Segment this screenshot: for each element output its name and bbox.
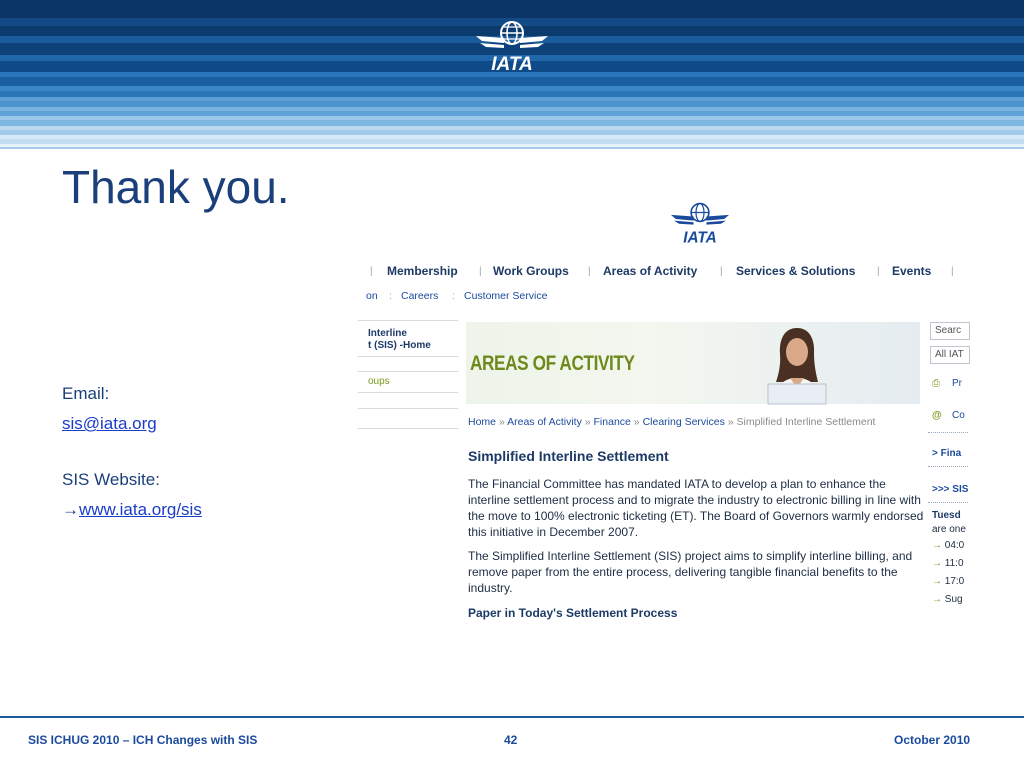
website-label: SIS Website: [62,470,160,489]
article-title: Simplified Interline Settlement [468,448,669,464]
news-time-4: → Sug [932,594,963,605]
subnav-item-careers[interactable]: Careers [401,290,439,302]
email-at-icon[interactable]: @ [932,410,942,421]
news-time-2: → 11:0 [932,558,964,569]
slide-title: Thank you. [62,161,290,213]
news-time-3: → 17:0 [932,576,965,587]
breadcrumb-clearing-services[interactable]: Clearing Services [642,416,725,428]
website-screenshot [358,196,969,620]
footer-divider [0,716,1024,718]
news-date: Tuesd [932,510,961,521]
subnav-item-customer-service[interactable]: Customer Service [464,290,548,302]
footer-presentation-title: SIS ICHUG 2010 – ICH Changes with SIS [28,733,258,747]
subnav-item-partial[interactable]: on [366,290,378,302]
breadcrumb: Home » Areas of Activity » Finance » Clearing Services » Simplified Interline Settlement [468,416,876,428]
website-sub-nav: on : Careers : Customer Service [366,290,548,302]
news-text: are one [932,524,966,535]
breadcrumb-areas-of-activity[interactable]: Areas of Activity [507,416,582,428]
news-time-1: → 04:0 [932,540,965,551]
left-menu-item-sis-home[interactable]: t (SIS) -Home [368,340,431,351]
header-banner [0,0,1024,152]
email-link[interactable]: sis@iata.org [62,414,157,433]
website-right-column [928,320,969,616]
article-paragraph-2: The Simplified Interline Settlement (SIS) project aims to simplify interline billing, and remove paper from the entire process, delivering tangible financial benefits to the industry. [468,549,913,595]
areas-of-activity-hero [466,322,920,404]
iata-logo [474,20,550,75]
contact-link[interactable]: Co [952,410,965,421]
website-search-input[interactable]: Searc [930,322,970,340]
article-paragraph-1: The Financial Committee has mandated IATA to develop a plan to enhance the interline settlement process and to migrate the industry to electronic billing in line with the move to 100% electronic ticketing (ET). The Board of Governors warmly endorsed this initiative in December 2007. [468,477,924,539]
sis-link[interactable]: >>> SIS [932,484,969,495]
nav-item-events[interactable]: Events [892,264,932,278]
logo-text: IATA [491,54,533,75]
left-menu-item-interline[interactable]: Interline [368,328,407,339]
website-main-nav: | Membership | Work Groups | Areas of Activity | Services & Solutions | Events | [370,264,954,278]
breadcrumb-finance[interactable]: Finance [593,416,631,428]
article-sub-heading: Paper in Today's Settlement Process [468,606,678,620]
nav-item-areas-of-activity[interactable]: Areas of Activity [603,264,698,278]
nav-item-work-groups[interactable]: Work Groups [493,264,569,278]
breadcrumb-home[interactable]: Home [468,416,497,428]
email-label: Email: [62,384,110,403]
footer-page-number: 42 [504,733,518,747]
footer-date: October 2010 [894,733,971,747]
email-line [62,414,157,434]
breadcrumb-current: Simplified Interline Settlement [736,416,876,428]
print-icon[interactable]: ⎙ [932,378,940,389]
arrow-right-icon: → [62,500,79,519]
website-link[interactable]: www.iata.org/sis [79,500,202,519]
website-line [62,500,202,520]
website-logo-text: IATA [683,229,717,247]
left-menu-item-groups[interactable]: oups [368,376,390,387]
website-iata-logo [668,202,732,247]
website-search-scope-select[interactable]: All IAT [930,346,970,364]
nav-item-membership[interactable]: Membership [387,264,458,278]
nav-item-services-solutions[interactable]: Services & Solutions [736,264,856,278]
hero-title: AREAS OF ACTIVITY [470,352,635,375]
finance-link[interactable]: > Fina [932,448,962,459]
hero-person-image [762,322,832,404]
print-link[interactable]: Pr [952,378,962,389]
